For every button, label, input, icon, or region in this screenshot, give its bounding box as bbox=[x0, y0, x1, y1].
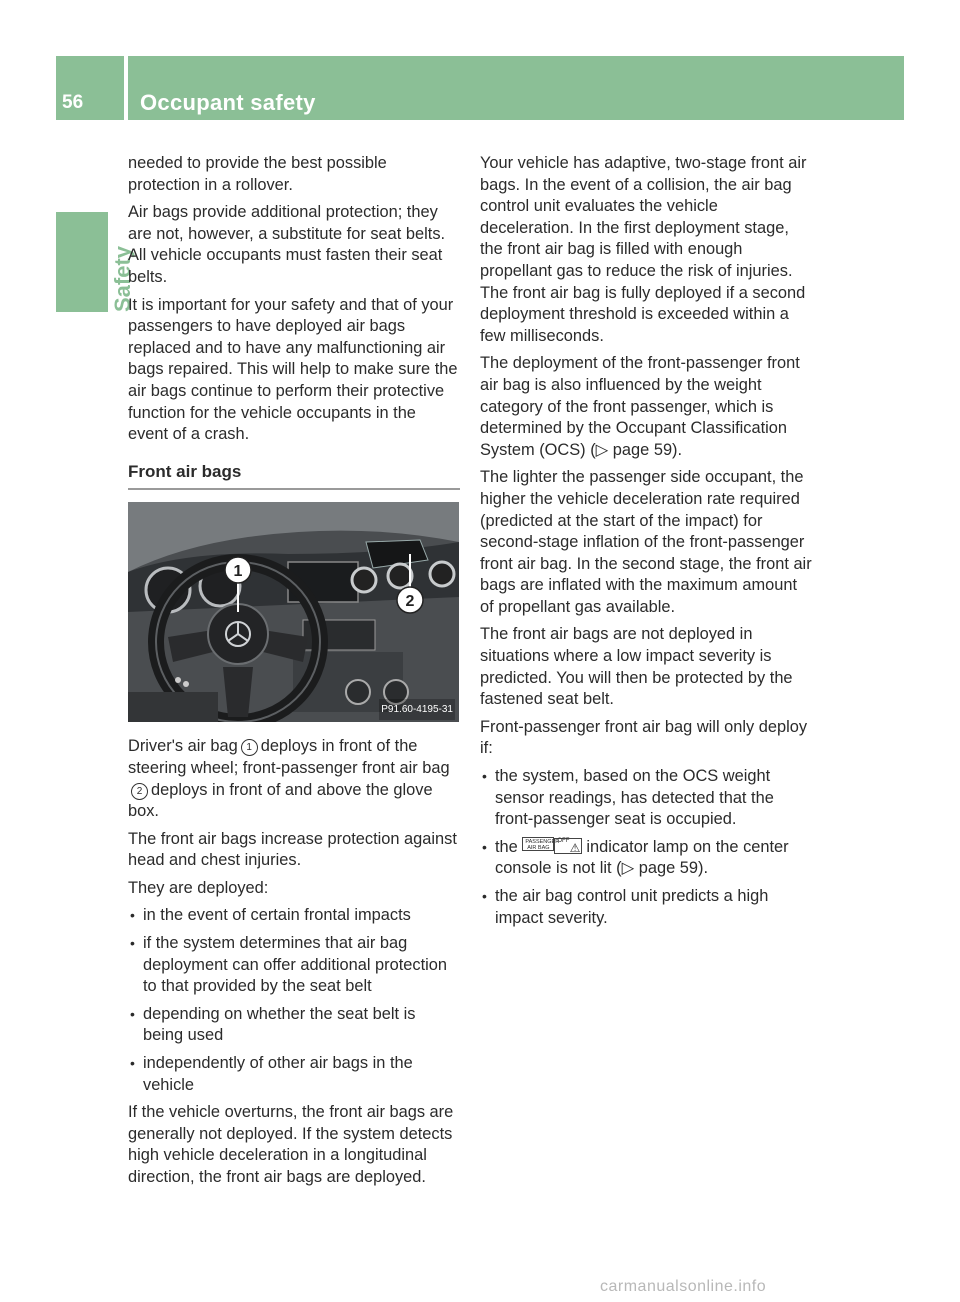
lamp-label-bottom: AIR BAG bbox=[527, 844, 550, 851]
bullet-text: indicator lamp on the center console is not lit (▷ page 59). bbox=[495, 837, 789, 878]
paragraph: It is important for your safety and that of your passengers to have deployed air bags replaced and to have any malfunctioning air bags repaired. This will help to make sure the air bags continue to perform their protective function for the vehicle occupants in the event of a crash. bbox=[128, 295, 458, 444]
front-air-bags-heading: Front air bags bbox=[128, 461, 460, 491]
off-label: OFF bbox=[557, 838, 570, 845]
paragraph: Front-passenger front air bag will only deploy if: bbox=[480, 717, 808, 758]
left-column bbox=[128, 153, 460, 1195]
side-tab-label: Safety bbox=[110, 245, 135, 312]
list-item bbox=[480, 837, 814, 880]
right-column bbox=[480, 153, 814, 935]
list-item: • the air bag control unit predicts a high impact severity. bbox=[480, 886, 814, 929]
dashboard-illustration bbox=[128, 502, 459, 722]
section-title: Occupant safety bbox=[140, 90, 316, 115]
bullet-text: the bbox=[495, 837, 518, 856]
list-item: • the system, based on the OCS weight sensor readings, has detected that the front-passenger seat is occupied. bbox=[480, 766, 814, 831]
airbag-off-icon bbox=[554, 838, 582, 854]
lamp-label-top: PASSENGER bbox=[525, 838, 560, 845]
paragraph: If the vehicle overturns, the front air bags are generally not deployed. If the system detects high vehicle deceleration in a longitudinal direction, the front air bags are deployed. bbox=[128, 1103, 454, 1186]
deployment-conditions-list bbox=[128, 905, 460, 1096]
list-item: • if the system determines that air bag deployment can offer additional protection to that provided by the seat belt bbox=[128, 933, 460, 998]
watermark: carmanualsonline.info bbox=[600, 1278, 767, 1295]
caption-part: deploys in front of the steering wheel; front-passenger front air bag bbox=[128, 737, 450, 777]
callout-2-icon: 2 bbox=[131, 783, 148, 800]
page-number: 56 bbox=[62, 92, 84, 113]
paragraph: The lighter the passenger side occupant, the higher the vehicle deceleration rate required (predicted at the start of the impact) for second-stage inflation of the front-passenger front air bag. In the second stage, the front air bags are inflated with the maximum amount of propellant gas available. bbox=[480, 468, 812, 616]
list-item: • in the event of certain frontal impacts bbox=[128, 905, 460, 927]
dashboard-figure bbox=[128, 502, 459, 722]
paragraph: The front air bags are not deployed in situations where a low impact severity is predicted. You will then be protected by the fastened seat belt. bbox=[480, 625, 793, 709]
paragraph: Air bags provide additional protection; they are not, however, a substitute for seat belts. All vehicle occupants must fasten their seat belts. bbox=[128, 203, 446, 286]
caption-part: deploys in front of and above the glove box. bbox=[128, 780, 433, 821]
callout-1-icon: 1 bbox=[241, 739, 258, 756]
paragraph: The deployment of the front-passenger front air bag is also influenced by the weight category of the front passenger, which is determined by the Occupant Classification System (OCS) (▷ page 59). bbox=[480, 354, 800, 459]
side-tab-block bbox=[56, 212, 108, 312]
paragraph: Your vehicle has adaptive, two-stage front air bags. In the event of a collision, the air bag control unit evaluates the vehicle deceleration. In the first deployment stage, the front air bag is filled with enough propellant gas to reduce the risk of injuries. The front air bag is fully deployed if a second deployment threshold is exceeded within a few milliseconds. bbox=[480, 154, 807, 345]
header-divider bbox=[124, 56, 128, 120]
list-item: • depending on whether the seat belt is being used bbox=[128, 1004, 460, 1047]
passenger-airbag-lamp-icon bbox=[522, 837, 560, 851]
callout-number-1: 1 bbox=[233, 563, 243, 581]
figure-code: P91.60-4195-31 bbox=[379, 699, 455, 721]
paragraph: needed to provide the best possible protection in a rollover. bbox=[128, 154, 387, 194]
caption-part: Driver's air bag bbox=[128, 737, 238, 756]
paragraph: They are deployed: bbox=[128, 878, 269, 897]
seat-occupant-icon: ⚠ bbox=[569, 840, 581, 855]
list-item: • independently of other air bags in the vehicle bbox=[128, 1053, 460, 1096]
paragraph: The front air bags increase protection against head and chest injuries. bbox=[128, 829, 457, 870]
callout-number-2: 2 bbox=[405, 593, 415, 611]
passenger-airbag-conditions-list bbox=[480, 766, 814, 929]
figure-caption bbox=[128, 736, 460, 822]
